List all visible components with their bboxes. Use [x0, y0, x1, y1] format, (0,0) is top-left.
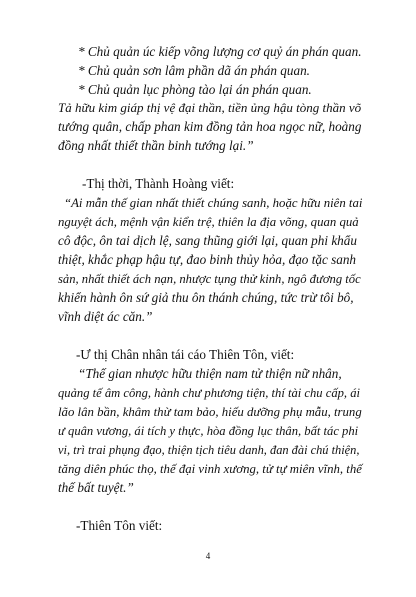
quote-line: tăng diên phúc thọ, thế đại vinh xương, tử tự miên vĩnh, thế	[58, 462, 362, 476]
bullet-line: * Chủ quản úc kiếp võng lượng cơ quỷ án phán quan.	[78, 44, 362, 59]
section-heading: -Thiên Tôn viết:	[76, 518, 163, 533]
section-heading: -Thị thời, Thành Hoàng viết:	[82, 176, 235, 191]
quote-line: nguyệt ách, mệnh vận kiển trệ, thiên la địa võng, quan quả	[58, 215, 359, 229]
quote-line: cô độc, ôn tai dịch lệ, sang thũng giới lại, quan phi khẩu	[58, 233, 357, 248]
paragraph-line: đồng nhất thiết thần binh tướng lại.”	[58, 138, 254, 153]
quote-line: vĩnh diệt ác căn.”	[58, 309, 153, 324]
quote-line: thế bất tuyệt.”	[58, 480, 134, 495]
paragraph-line: Tả hữu kim giáp thị vệ đại thần, tiền ủng hậu tòng thần võ	[58, 100, 362, 115]
quote-line: sản, nhất thiết ách nạn, nhược tụng thử kinh, ngô đương tốc	[58, 272, 361, 286]
quote-line: khiển hành ôn sứ giả thu ôn thánh chúng, tức trừ tôi bô,	[58, 290, 354, 305]
quote-line: vi, trì trai phụng đạo, thiện tịch tiêu danh, đan đài chú thiện,	[58, 443, 360, 457]
quote-line: ư quân vương, ái tích y thực, hòa đồng lục thân, bất tác phi	[58, 424, 359, 438]
quote-line: “Thế gian nhược hữu thiện nam tử thiện nữ nhân,	[78, 366, 342, 381]
bullet-line: * Chủ quản lục phòng tào lại án phán quan.	[78, 82, 312, 97]
section-heading: -Ư thị Chân nhân tái cáo Thiên Tôn, viết:	[76, 347, 295, 362]
bullet-line: * Chủ quản sơn lâm phần dã án phán quan.	[78, 63, 310, 78]
quote-line: thiệt, khắc phạp hậu tự, đao binh thủy hỏa, đạo tặc sanh	[58, 252, 357, 267]
paragraph-line: tướng quân, chấp phan kim đồng tản hoa ngọc nữ, hoàng	[58, 119, 362, 134]
quote-line: lão lân bần, khâm thừ tam bảo, hiếu dưỡng phụ mẫu, trung	[58, 405, 362, 419]
page-number: 4	[205, 551, 211, 561]
quote-line: quảng tế âm công, hành chư phương tiện, thí tài chu cấp, ái	[58, 386, 361, 400]
quote-line: “Ai mẫn thế gian nhất thiết chúng sanh, hoặc hữu niên tai	[64, 196, 363, 210]
